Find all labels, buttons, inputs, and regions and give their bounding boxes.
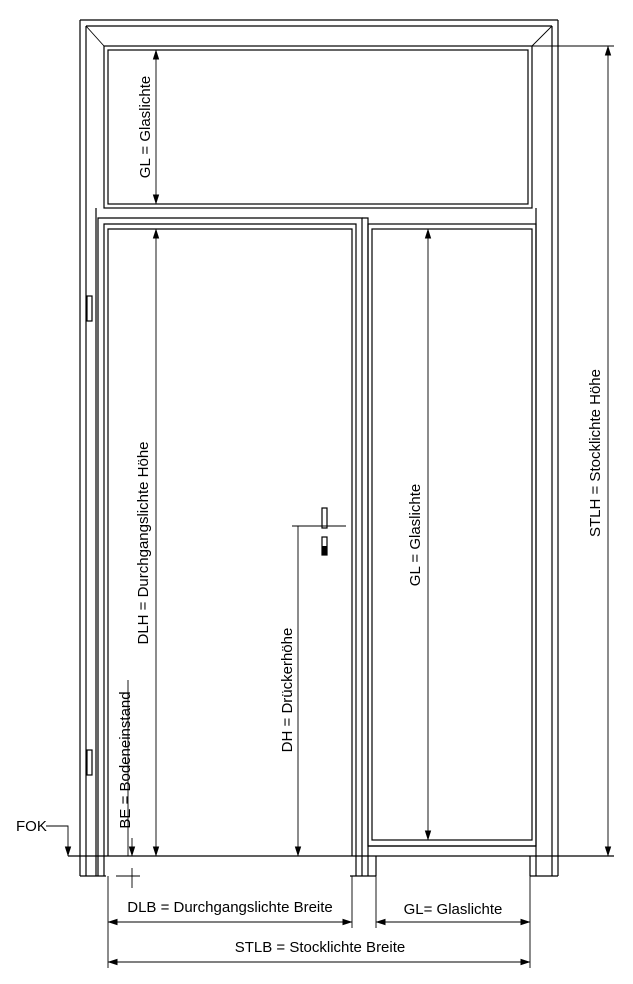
label-dlb: DLB = Durchgangslichte Breite [127, 899, 333, 916]
door-handle [322, 508, 327, 555]
extension-lines [108, 46, 614, 968]
label-dh: DH = Drückerhöhe [279, 627, 296, 753]
label-dlh: DLH = Durchgangslichte Höhe [135, 441, 152, 645]
label-gl-top: GL = Glaslichte [137, 75, 154, 179]
hinge-top [87, 296, 92, 321]
side-light [350, 208, 536, 876]
label-gl-side: GL = Glaslichte [407, 483, 424, 587]
label-be: BE = Bodeneinstand [117, 691, 134, 829]
label-fok: FOK [16, 818, 47, 835]
label-gl-bottom: GL= Glaslichte [403, 901, 503, 918]
hinge-bottom [87, 750, 92, 775]
label-stlb: STLB = Stocklichte Breite [234, 939, 406, 956]
label-stlh: STLH = Stocklichte Höhe [587, 369, 604, 537]
transom-frame [96, 46, 532, 876]
